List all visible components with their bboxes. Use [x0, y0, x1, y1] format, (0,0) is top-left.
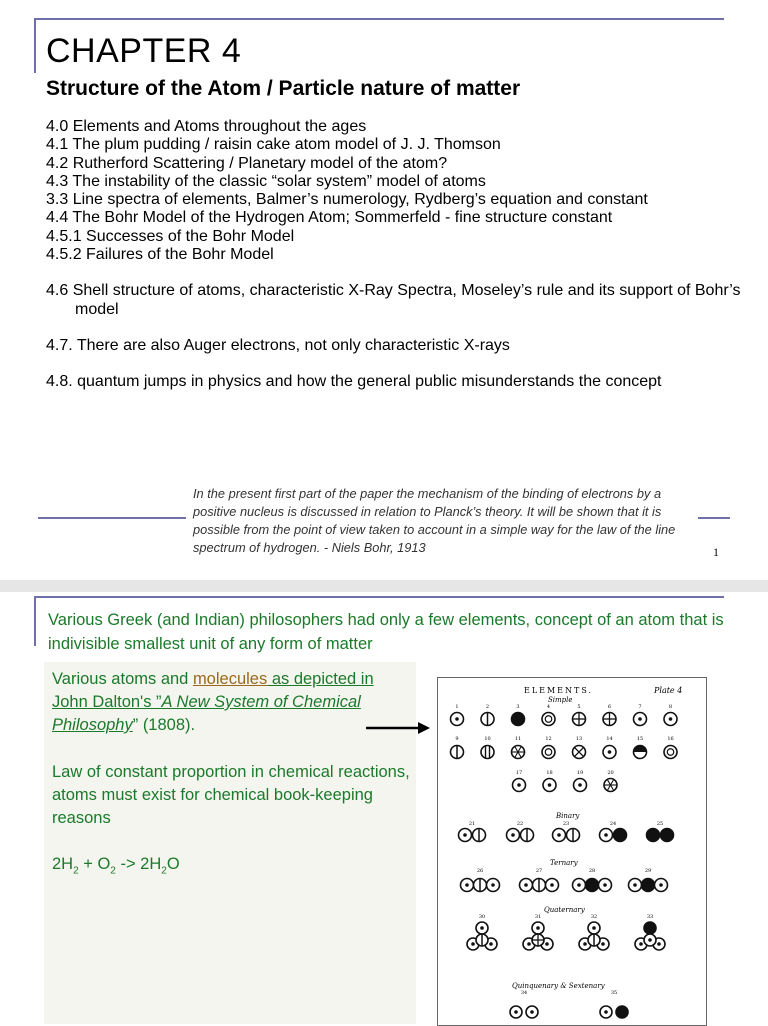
- bohr-quote: In the present first part of the paper the mechanism of the binding of electrons by a positive nucleus is discussed in relation to Planck’s theory. It will be shown that it is possible from the point of view taken to account in a simple way for the law of the line spectrum of hydrogen. - Niels Bohr, 1913: [193, 486, 676, 555]
- chapter-subtitle: Structure of the Atom / Particle nature of matter: [46, 77, 521, 100]
- law-text: Law of constant proportion in chemical reactions, atoms must exist for chemical book-keeping reasons: [52, 763, 410, 827]
- top-rule: [34, 18, 724, 20]
- atom-number: 35: [610, 990, 618, 996]
- atom-center: [517, 783, 521, 787]
- atom-center: [455, 717, 459, 721]
- atom-center: [577, 883, 581, 887]
- atom-circle: [664, 746, 677, 759]
- top-rule: [34, 596, 724, 598]
- caption-quinquenary: Quinquenary & Sextenary: [512, 982, 605, 990]
- atom-number: 5: [577, 704, 581, 710]
- toc-item: 4.7. There are also Auger electrons, not only characteristic X-rays: [46, 336, 510, 354]
- atom-number: 1: [455, 704, 459, 710]
- atom-number: 13: [575, 736, 583, 742]
- atom-center: [527, 942, 531, 946]
- atom-number: 6: [607, 704, 612, 710]
- atom-center: [557, 833, 561, 837]
- atom-center: [471, 942, 475, 946]
- atom-circle: [661, 829, 674, 842]
- atom-circle: [644, 922, 656, 934]
- caption-simple: Simple: [548, 696, 573, 704]
- atom-number: 27: [535, 868, 543, 874]
- atom-number: 33: [646, 914, 654, 920]
- atom-circle: [481, 746, 494, 759]
- atom-number: 20: [607, 770, 614, 776]
- plate-number: Plate 4: [654, 686, 683, 695]
- water-equation: $2H_2 + O_2 -> 2H_2O$: [52, 855, 180, 877]
- atom-center: [603, 883, 607, 887]
- arrow-icon: [366, 720, 430, 736]
- atom-center: [511, 833, 515, 837]
- toc-item: 4.1 The plum pudding / raisin cake atom model of J. J. Thomson: [46, 136, 501, 154]
- atom-number: 8: [668, 704, 673, 710]
- atom-number: 30: [478, 914, 486, 920]
- dalton-panel: [44, 662, 416, 1024]
- atom-circle: [542, 746, 555, 759]
- caption-binary: Binary: [556, 812, 580, 820]
- atom-number: 16: [667, 736, 674, 742]
- atom-circle: [647, 829, 660, 842]
- atom-center: [608, 750, 612, 754]
- dalton-text: Various atoms and molecules as depicted in John Dalton's ”A New System of Chemical Philosophy” (1808).: [52, 670, 374, 734]
- toc-item: 3.3 Line spectra of elements, Balmer’s numerology, Rydberg’s equation and constant: [46, 191, 648, 209]
- atom-number: 18: [546, 770, 553, 776]
- toc-item: 4.5.1 Successes of the Bohr Model: [46, 227, 295, 245]
- atom-circle: [616, 1006, 628, 1018]
- atom-center: [633, 883, 637, 887]
- atom-number: 28: [588, 868, 596, 874]
- slide-divider: [0, 580, 768, 592]
- atom-number: 32: [590, 914, 598, 920]
- toc-item: 4.8. quantum jumps in physics and how the general public misunderstands the concept: [46, 373, 662, 391]
- atom-center: [583, 942, 587, 946]
- atom-number: 3: [516, 704, 520, 710]
- atom-center: [604, 833, 608, 837]
- plate-title: ELEMENTS.: [524, 686, 594, 695]
- atom-center: [669, 717, 673, 721]
- atom-center: [638, 717, 642, 721]
- atom-center: [514, 1010, 518, 1014]
- atom-center: [550, 883, 554, 887]
- dalton-elements-plate: [437, 677, 707, 1026]
- atom-number: 29: [644, 868, 652, 874]
- atom-number: 12: [545, 736, 552, 742]
- caption-ternary: Ternary: [550, 859, 578, 867]
- atom-center: [530, 1010, 534, 1014]
- atom-number: 9: [455, 736, 459, 742]
- atom-center: [465, 883, 469, 887]
- quote-rule-left: [38, 517, 186, 519]
- toc-item: 4.4 The Bohr Model of the Hydrogen Atom; Sommerfeld - fine structure constant: [46, 209, 613, 227]
- toc-item: 4.0 Elements and Atoms throughout the ages: [46, 118, 367, 135]
- atom-number: 31: [534, 914, 542, 920]
- page-number: 1: [713, 545, 719, 559]
- atom-circle: [614, 829, 627, 842]
- atom-center: [659, 883, 663, 887]
- atom-center: [463, 833, 467, 837]
- greek-philosophers-text: Various Greek (and Indian) philosophers had only a few elements, concept of an atom that is indivisible smallest unit of any form of matter: [48, 611, 724, 653]
- atom-number: 17: [515, 770, 523, 776]
- atom-number: 25: [656, 821, 664, 827]
- atom-number: 21: [468, 821, 476, 827]
- atom-center: [480, 926, 484, 930]
- atom-number: 24: [609, 821, 617, 827]
- chapter-title: CHAPTER 4: [46, 32, 242, 70]
- atom-number: 7: [638, 704, 642, 710]
- slide-2: [0, 592, 768, 1024]
- toc-item: 4.6 Shell structure of atoms, characteristic X-Ray Spectra, Moseley’s rule and its support of Bohr’s model: [46, 282, 741, 318]
- atom-circle: [512, 713, 525, 726]
- atom-number: 15: [636, 736, 644, 742]
- atom-circle: [542, 713, 555, 726]
- table-of-contents: [46, 118, 746, 392]
- atom-center: [592, 926, 596, 930]
- atom-center: [545, 942, 549, 946]
- atom-number: 14: [606, 736, 613, 742]
- atom-number: 23: [562, 821, 570, 827]
- book-title: A New System of Chemical Philosophy: [52, 693, 361, 734]
- left-rule: [34, 596, 36, 646]
- atom-number: 2: [485, 704, 490, 710]
- atom-circle: [586, 879, 599, 892]
- atom-center: [604, 1010, 608, 1014]
- toc-item: 4.3 The instability of the classic “solar system” model of atoms: [46, 172, 486, 190]
- atom-symbols: [438, 678, 706, 1025]
- caption-quaternary: Quaternary: [544, 906, 585, 914]
- atom-number: 26: [476, 868, 484, 874]
- atom-number: 10: [484, 736, 491, 742]
- atom-center: [578, 783, 582, 787]
- atom-center: [489, 942, 493, 946]
- atom-number: 34: [520, 990, 528, 996]
- toc-item: 4.5.2 Failures of the Bohr Model: [46, 246, 274, 264]
- atom-center: [639, 942, 643, 946]
- molecules-link[interactable]: molecules: [192, 670, 268, 688]
- atom-center: [536, 926, 540, 930]
- atom-number: 19: [576, 770, 584, 776]
- atom-number: 4: [546, 704, 551, 710]
- atom-number: 11: [514, 736, 522, 742]
- left-rule: [34, 18, 36, 73]
- atom-center: [657, 942, 661, 946]
- atom-number: 22: [516, 821, 524, 827]
- quote-rule-right: [698, 517, 730, 519]
- toc-item: 4.2 Rutherford Scattering / Planetary model of the atom?: [46, 154, 448, 172]
- atom-center: [524, 883, 528, 887]
- atom-center: [648, 938, 652, 942]
- atom-center: [491, 883, 495, 887]
- atom-center: [601, 942, 605, 946]
- atom-center: [548, 783, 552, 787]
- atom-circle: [642, 879, 655, 892]
